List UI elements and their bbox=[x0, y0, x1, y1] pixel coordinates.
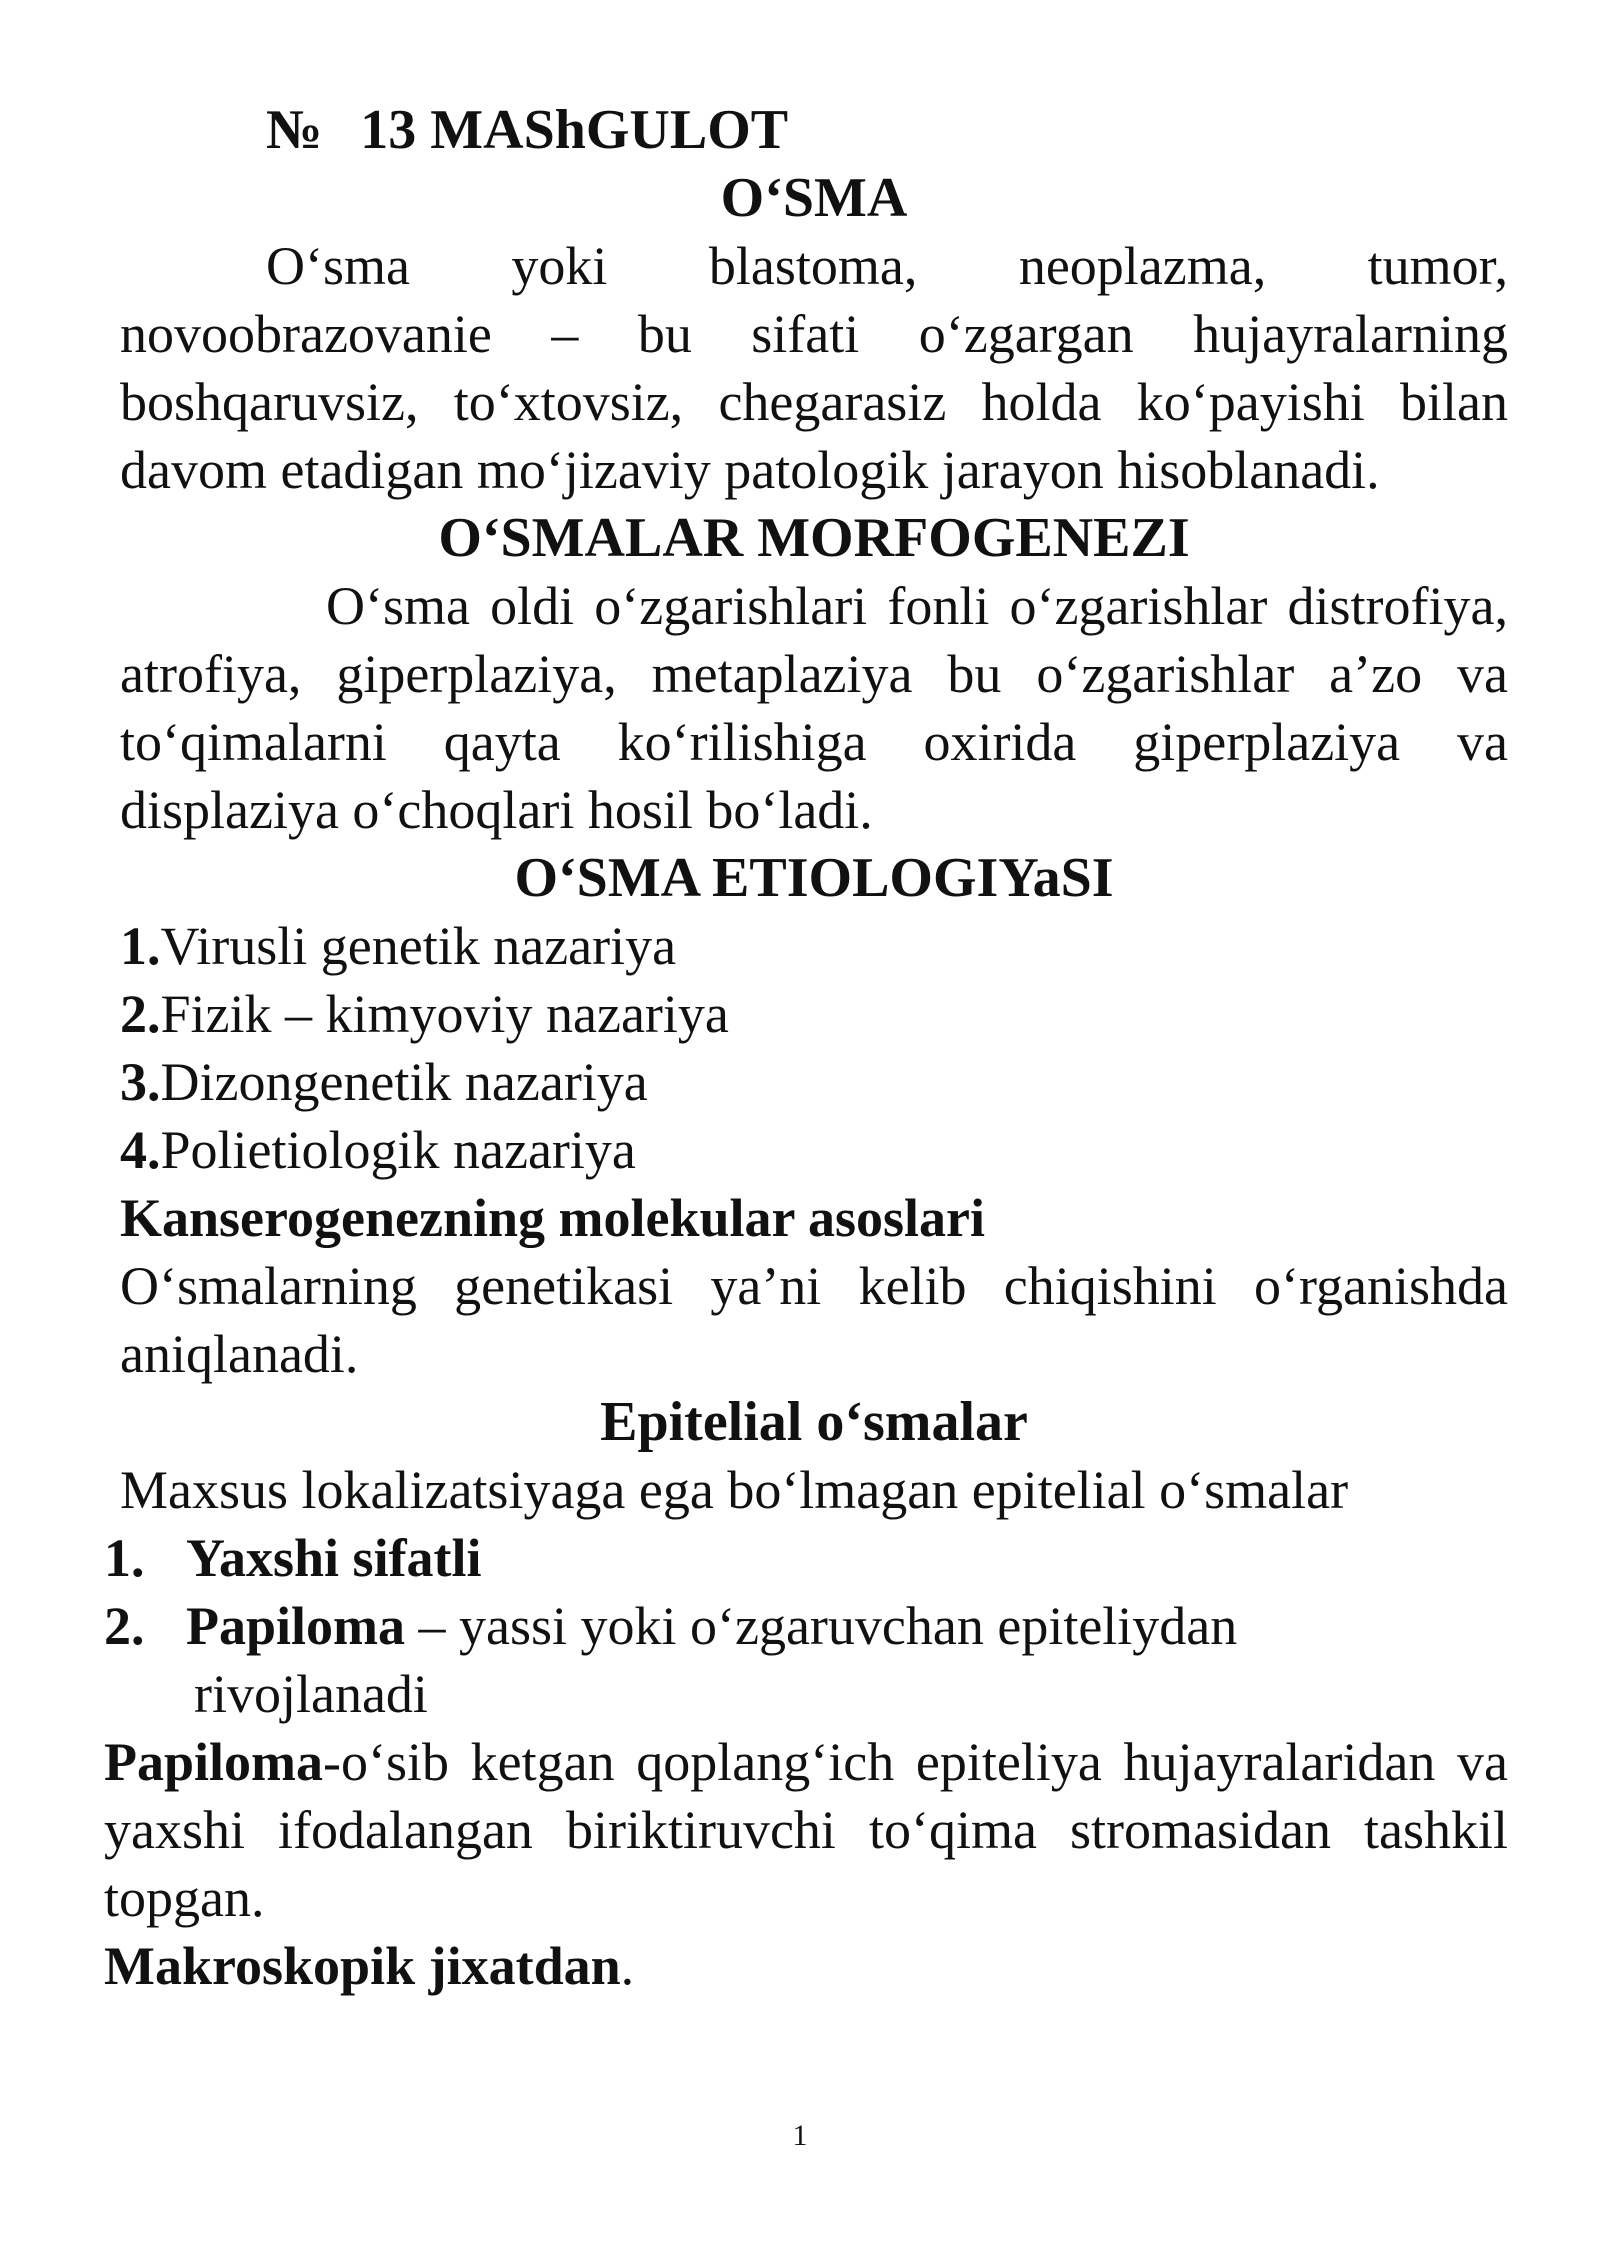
list-body bbox=[186, 1592, 1508, 1728]
page-number: 1 bbox=[792, 2119, 808, 2152]
list-item bbox=[104, 1524, 1508, 1592]
list-term: Yaxshi sifatli bbox=[186, 1528, 482, 1588]
heading-kanserogenez: Kanserogenezning molekular asoslari bbox=[120, 1188, 986, 1248]
paragraph-makroskopik bbox=[104, 1932, 1508, 2000]
papiloma-term: Papiloma bbox=[104, 1732, 324, 1792]
page-content bbox=[104, 96, 1508, 2000]
list-number: 1. bbox=[104, 1528, 145, 1588]
list-number: 2. bbox=[104, 1596, 145, 1656]
list-term: Papiloma bbox=[186, 1596, 406, 1656]
paragraph-kanserogenez: O‘smalarning genetikasi ya’ni kelib chiqishini o‘rganishda aniqlanadi. bbox=[120, 1256, 1508, 1384]
list-number: 1. bbox=[120, 916, 161, 976]
paragraph-papiloma bbox=[104, 1728, 1508, 1932]
heading-epitelial: Epitelial o‘smalar bbox=[600, 1391, 1028, 1453]
lesson-title bbox=[266, 96, 1508, 164]
etiologiya-list bbox=[120, 912, 1508, 1184]
epitelial-list bbox=[104, 1524, 1508, 1728]
heading-etiologiya: O‘SMA ETIOLOGIYaSI bbox=[514, 847, 1114, 909]
paragraph-osma: O‘sma yoki blastoma, neoplazma, tumor, novoobrazovanie – bu sifati o‘zgargan hujayralarning boshqaruvsiz, to‘xtovsiz, chegarasiz holda ko‘payishi bilan davom etadigan mo‘jizaviy patologik jarayon hisoblanadi. bbox=[120, 236, 1508, 500]
papiloma-text: -o‘sib ketgan qoplang‘ich epiteliya hujayralaridan va yaxshi ifodalangan biriktiruvchi to‘qima stromasidan tashkil topgan. bbox=[104, 1732, 1508, 1928]
list-text: Virusli genetik nazariya bbox=[160, 916, 677, 976]
heading-osma: O‘SMA bbox=[720, 167, 908, 229]
list-text: – yassi yoki o‘zgaruvchan epiteliydan bbox=[405, 1596, 1238, 1656]
list-text: Dizongenetik nazariya bbox=[160, 1052, 648, 1112]
epitelial-intro: Maxsus lokalizatsiyaga ega bo‘lmagan epitelial o‘smalar bbox=[120, 1460, 1349, 1520]
list-number: 4. bbox=[120, 1120, 161, 1180]
paragraph-morfogenez: O‘sma oldi o‘zgarishlari fonli o‘zgarishlar distrofiya, atrofiya, giperplaziya, metaplaziya bu o‘zgarishlar a’zo va to‘qimalarni qayta ko‘rilishiga oxirida giperplaziya va displaziya o‘choqlari hosil bo‘ladi. bbox=[120, 576, 1508, 840]
lesson-title-text: 13 MAShGULOT bbox=[360, 99, 789, 161]
makroskopik-term: Makroskopik jixatdan bbox=[104, 1936, 621, 1996]
list-text-continued: rivojlanadi bbox=[194, 1664, 428, 1724]
list-number: 3. bbox=[120, 1052, 161, 1112]
list-item bbox=[120, 912, 1508, 980]
list-item bbox=[120, 1116, 1508, 1184]
makroskopik-end: . bbox=[620, 1936, 635, 1996]
list-item bbox=[120, 980, 1508, 1048]
list-item bbox=[120, 1048, 1508, 1116]
list-text: Fizik – kimyoviy nazariya bbox=[160, 984, 729, 1044]
list-body bbox=[186, 1524, 1508, 1592]
list-text: Polietiologik nazariya bbox=[160, 1120, 636, 1180]
heading-morfogenez: O‘SMALAR MORFOGENEZI bbox=[438, 507, 1190, 569]
list-number: 2. bbox=[120, 984, 161, 1044]
list-item bbox=[104, 1592, 1508, 1728]
number-sign: № bbox=[266, 99, 323, 161]
